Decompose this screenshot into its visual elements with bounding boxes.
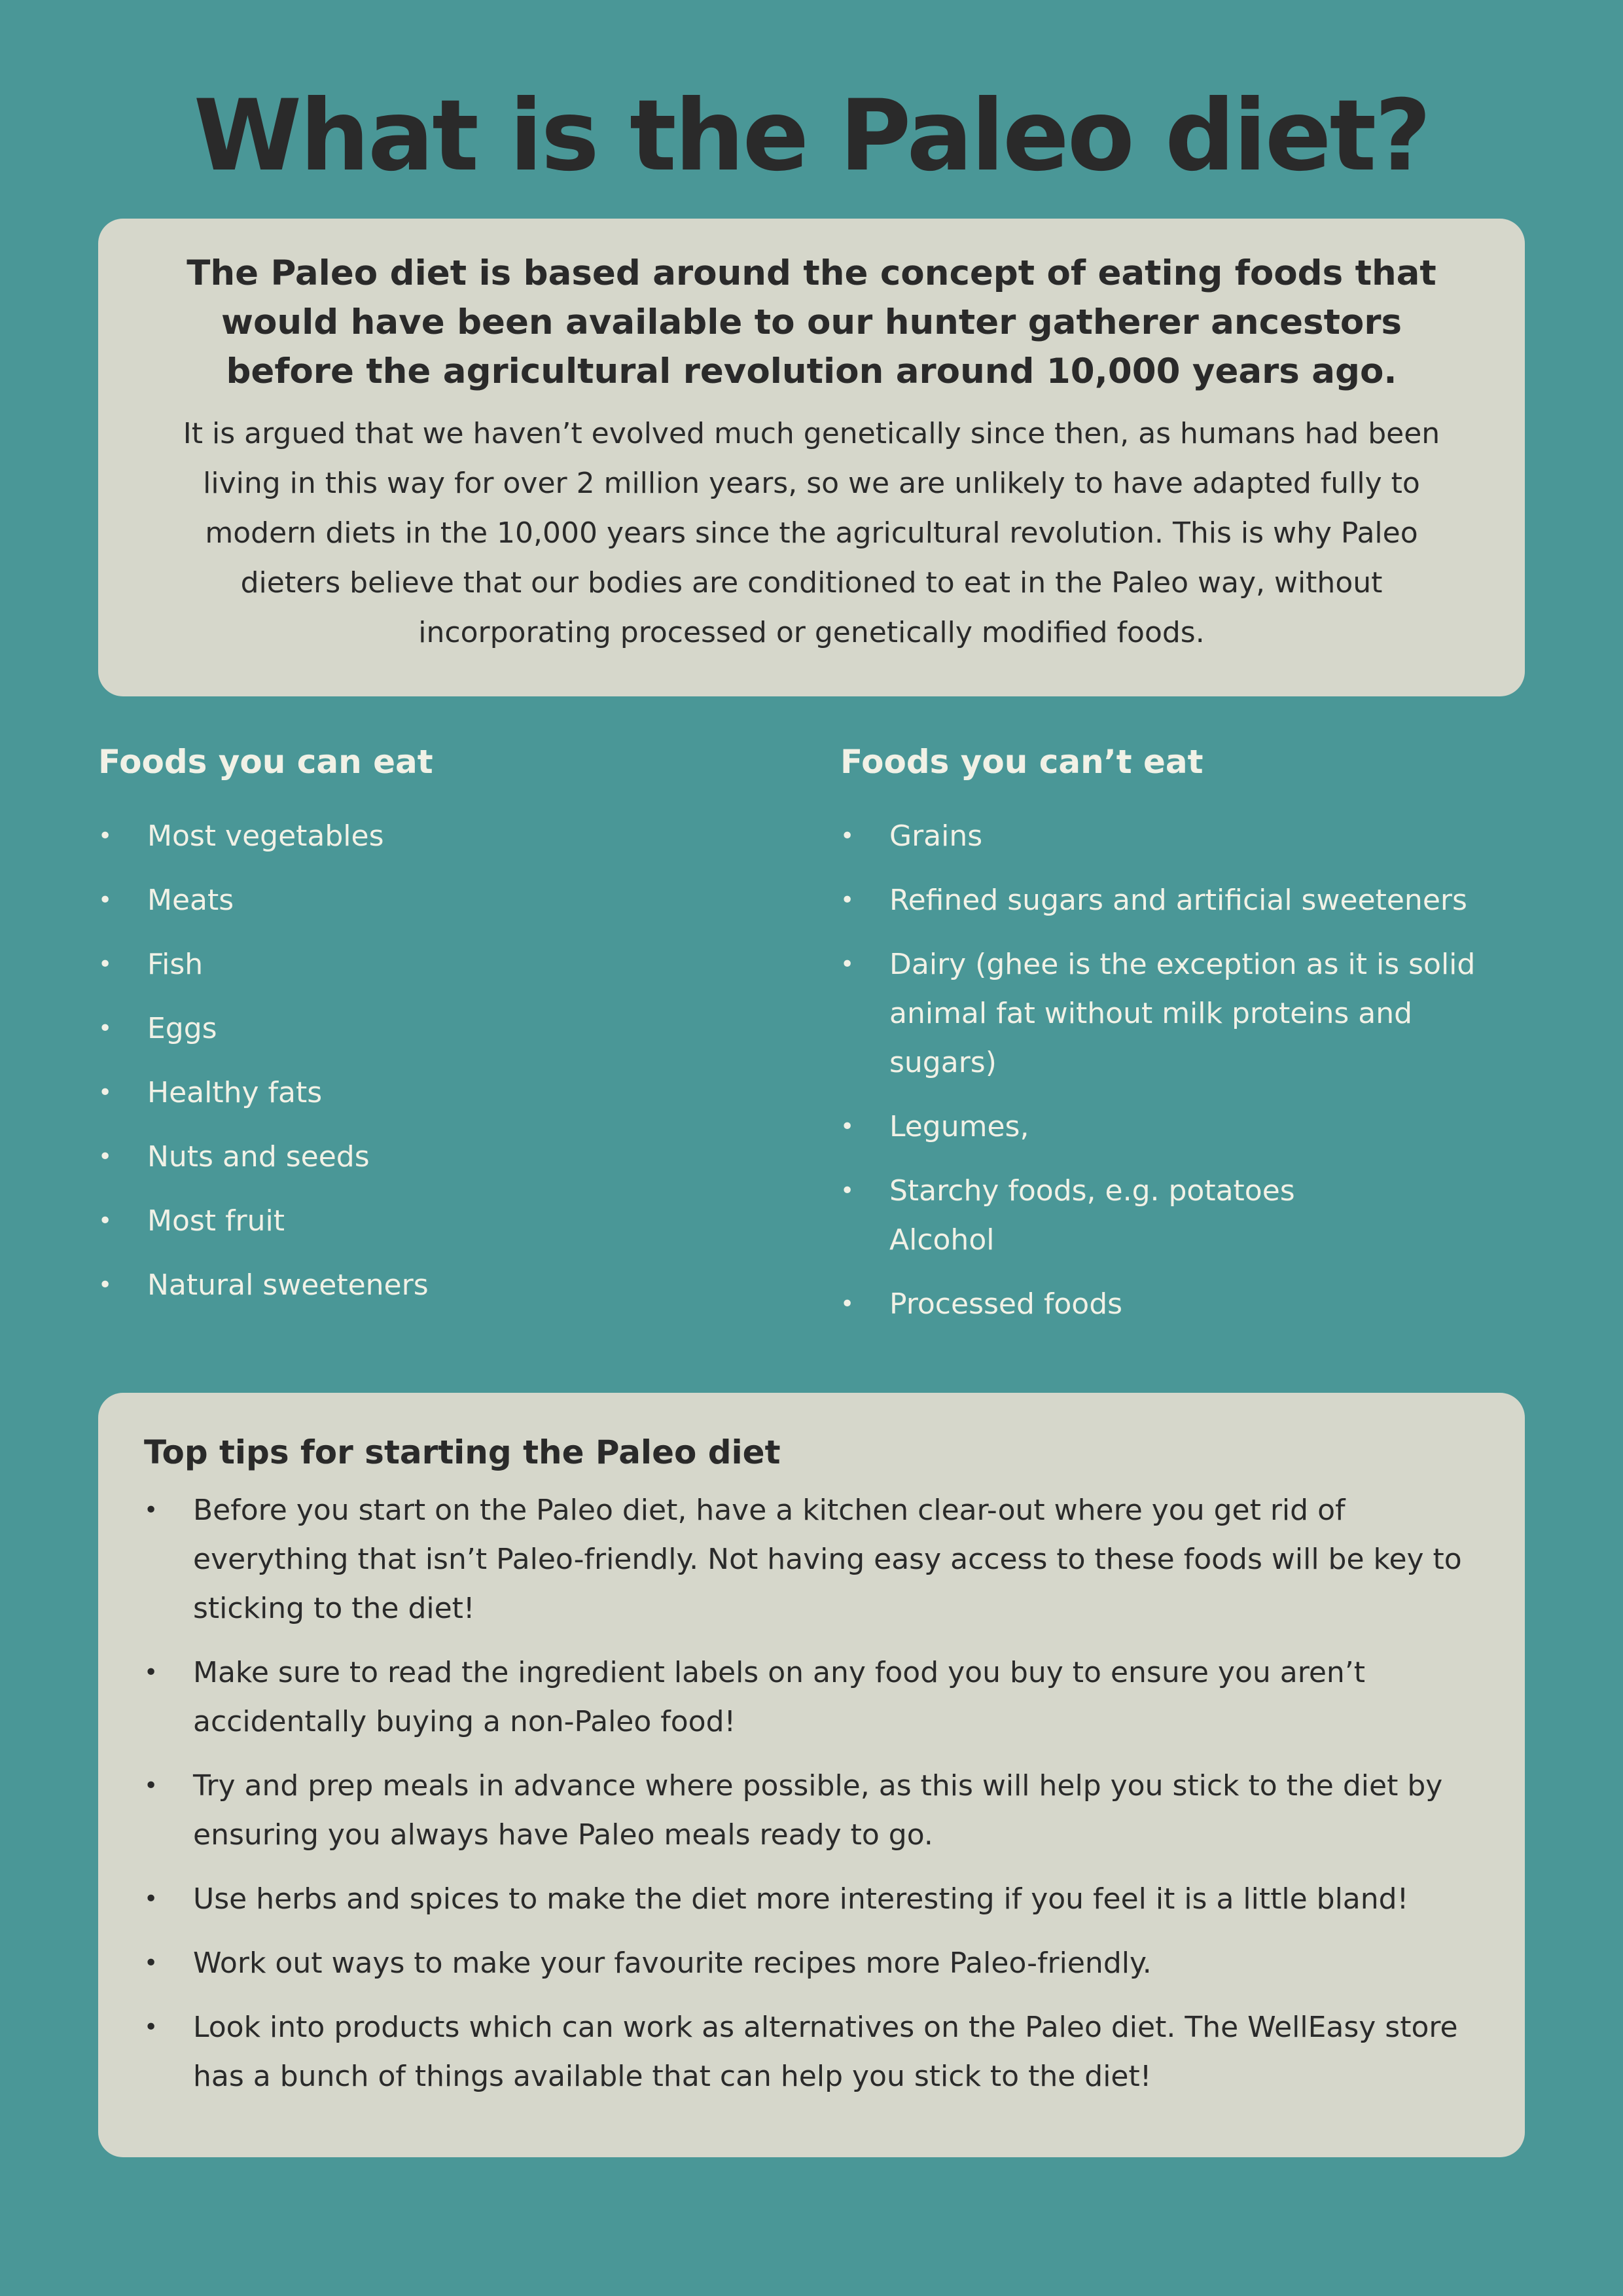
foods-cant-eat-heading: Foods you can’t eat xyxy=(840,743,1204,781)
food-can-eat-item xyxy=(98,1068,785,1117)
tip-item-text: Make sure to read the ingredient labels on any food you buy to ensure you aren’t accidentally buying a non-Paleo food! xyxy=(193,1656,1366,1738)
food-cant-eat-item xyxy=(840,1102,1527,1151)
tips-heading: Top tips for starting the Paleo diet xyxy=(144,1433,781,1471)
bullet-icon: • xyxy=(98,823,113,850)
bullet-icon: • xyxy=(144,1497,158,1524)
food-cant-eat-item-text: Refined sugars and artificial sweeteners xyxy=(889,884,1467,917)
food-cant-eat-item xyxy=(840,940,1527,1087)
food-cant-eat-item-text: Starchy foods, e.g. potatoes Alcohol xyxy=(889,1174,1295,1257)
bullet-icon: • xyxy=(98,1272,113,1299)
bullet-icon: • xyxy=(840,1291,855,1318)
intro-lead: The Paleo diet is based around the concept of eating foods that would have been available to our hunter gatherer ancestors before the agricultural revolution around 10,000 years ago. xyxy=(187,253,1436,391)
bullet-icon: • xyxy=(144,1659,158,1686)
bullet-icon: • xyxy=(98,887,113,914)
bullet-icon: • xyxy=(98,1079,113,1106)
bullet-icon: • xyxy=(98,1015,113,1042)
food-can-eat-item xyxy=(98,876,785,925)
tip-item xyxy=(144,1761,1479,1859)
tip-item xyxy=(144,1486,1479,1633)
tip-item-text: Look into products which can work as alternatives on the Paleo diet. The WellEasy store has a bunch of things available that can help you stick to the diet! xyxy=(193,2011,1458,2093)
tip-item xyxy=(144,1648,1479,1746)
food-cant-eat-item xyxy=(840,812,1527,861)
tip-item xyxy=(144,1874,1479,1924)
bullet-icon: • xyxy=(98,1208,113,1234)
food-cant-eat-item-text: Processed foods xyxy=(889,1287,1123,1321)
food-can-eat-item-text: Healthy fats xyxy=(147,1076,323,1109)
food-can-eat-item-text: Meats xyxy=(147,884,234,917)
food-can-eat-item-text: Eggs xyxy=(147,1012,217,1045)
bullet-icon: • xyxy=(840,823,855,850)
bullet-icon: • xyxy=(144,2014,158,2041)
food-can-eat-item-text: Most fruit xyxy=(147,1204,285,1238)
bullet-icon: • xyxy=(144,1772,158,1799)
intro-body: It is argued that we haven’t evolved much genetically since then, as humans had been living in this way for over 2 million years, so we are unlikely to have adapted fully to modern diets in the 10,000 years since the agricultural revolution. This is why Paleo dieters believe that our bodies are conditioned to eat in the Paleo way, without incorporating processed or genetically modified foods. xyxy=(183,417,1440,649)
tip-item-text: Try and prep meals in advance where possible, as this will help you stick to the diet by ensuring you always have Paleo meals ready to go. xyxy=(193,1769,1443,1852)
bullet-icon: • xyxy=(98,1143,113,1170)
food-can-eat-item xyxy=(98,1004,785,1053)
food-can-eat-item xyxy=(98,812,785,861)
food-can-eat-item-text: Most vegetables xyxy=(147,819,384,853)
foods-can-eat-section xyxy=(98,738,785,1325)
food-can-eat-item xyxy=(98,1196,785,1246)
food-can-eat-item xyxy=(98,1132,785,1181)
tips-panel xyxy=(98,1393,1525,2157)
foods-cant-eat-list xyxy=(840,812,1527,1329)
food-cant-eat-item xyxy=(840,1166,1527,1265)
tip-item-text: Use herbs and spices to make the diet more interesting if you feel it is a little bland! xyxy=(193,1882,1409,1916)
foods-can-eat-list xyxy=(98,812,785,1310)
food-can-eat-item-text: Nuts and seeds xyxy=(147,1140,370,1174)
tips-list xyxy=(144,1486,1479,2101)
bullet-icon: • xyxy=(98,951,113,978)
food-can-eat-item-text: Natural sweeteners xyxy=(147,1268,429,1302)
food-cant-eat-item xyxy=(840,1280,1527,1329)
foods-can-eat-heading: Foods you can eat xyxy=(98,743,433,781)
food-can-eat-item xyxy=(98,940,785,989)
food-cant-eat-item-text: Legumes, xyxy=(889,1110,1029,1143)
bullet-icon: • xyxy=(840,1113,855,1140)
tip-item-text: Before you start on the Paleo diet, have a kitchen clear-out where you get rid of everything that isn’t Paleo-friendly. Not having easy access to these foods will be key to sticking to the diet! xyxy=(193,1494,1462,1625)
food-can-eat-item xyxy=(98,1261,785,1310)
bullet-icon: • xyxy=(840,1177,855,1204)
bullet-icon: • xyxy=(840,887,855,914)
bullet-icon: • xyxy=(840,951,855,978)
food-cant-eat-item-text: Dairy (ghee is the exception as it is solid animal fat without milk proteins and sugars) xyxy=(889,948,1476,1079)
tip-item xyxy=(144,2003,1479,2101)
tip-item-text: Work out ways to make your favourite recipes more Paleo-friendly. xyxy=(193,1946,1152,1980)
intro-panel xyxy=(98,219,1525,696)
bullet-icon: • xyxy=(144,1886,158,1912)
foods-cant-eat-section xyxy=(840,738,1527,1344)
food-can-eat-item-text: Fish xyxy=(147,948,204,981)
page-title: What is the Paleo diet? xyxy=(193,79,1430,193)
food-cant-eat-item xyxy=(840,876,1527,925)
food-cant-eat-item-text: Grains xyxy=(889,819,983,853)
tip-item xyxy=(144,1939,1479,1988)
bullet-icon: • xyxy=(144,1950,158,1977)
